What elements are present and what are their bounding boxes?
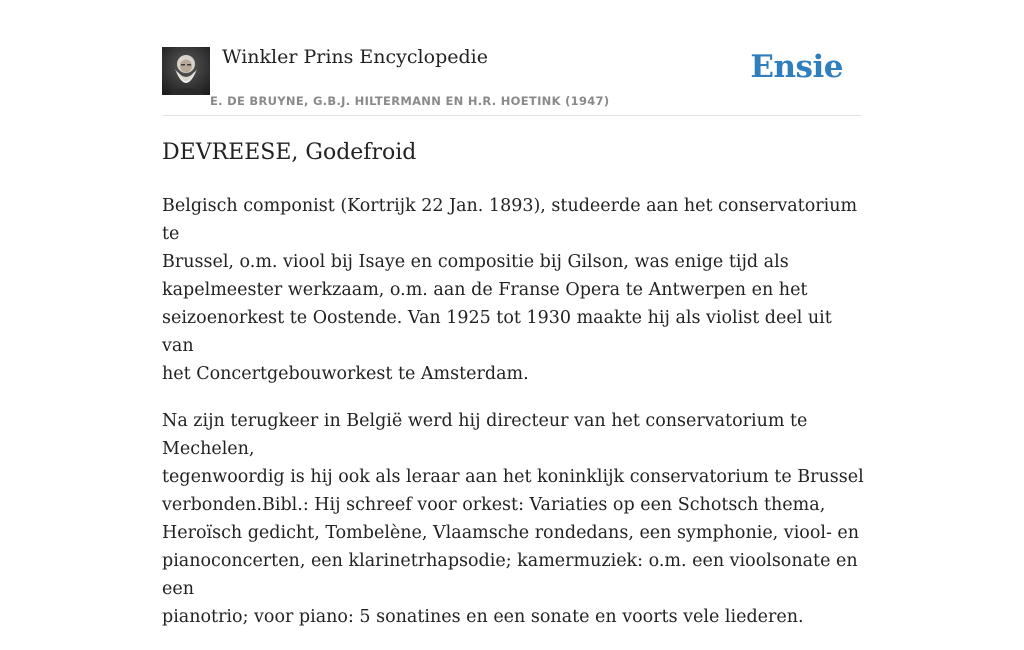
header-divider [162,115,862,116]
portrait-image [162,47,210,95]
entry-headword: DEVREESE, Godefroid [162,140,417,165]
article-body [162,192,864,650]
source-authors: E. DE BRUYNE, G.B.J. HILTERMANN EN H.R. HOETINK (1947) [210,94,610,108]
article-paragraph: Belgisch componist (Kortrijk 22 Jan. 1893), studeerde aan het conservatorium te Brussel, o.m. viool bij Isaye en compositie bij Gilson, was enige tijd als kapelmeester werkzaam, o.m. aan de Franse Opera te Antwerpen en het seizoenorkest te Oostende. Van 1925 tot 1930 maakte hij als violist deel uit van het Concertgebouworkest te Amsterdam. [162,196,858,384]
source-avatar[interactable] [162,47,210,95]
brand-logo[interactable]: Ensie [750,49,843,85]
source-title[interactable]: Winkler Prins Encyclopedie [222,46,488,68]
article-paragraph: Na zijn terugkeer in België werd hij directeur van het conservatorium te Mechelen, tegenwoordig is hij ook als leraar aan het koninklijk conservatorium te Brussel verbonden.Bibl.: Hij schreef voor orkest: Variaties op een Schotsch thema, Heroïsch gedicht, Tombelène, Vlaamsche rondedans, een symphonie, viool- en pianoconcerten, een klarinetrhapsodie; kamermuziek: o.m. een vioolsonate en een pianotrio; voor piano: 5 sonatines en een sonate en voorts vele liederen. [162,411,864,627]
